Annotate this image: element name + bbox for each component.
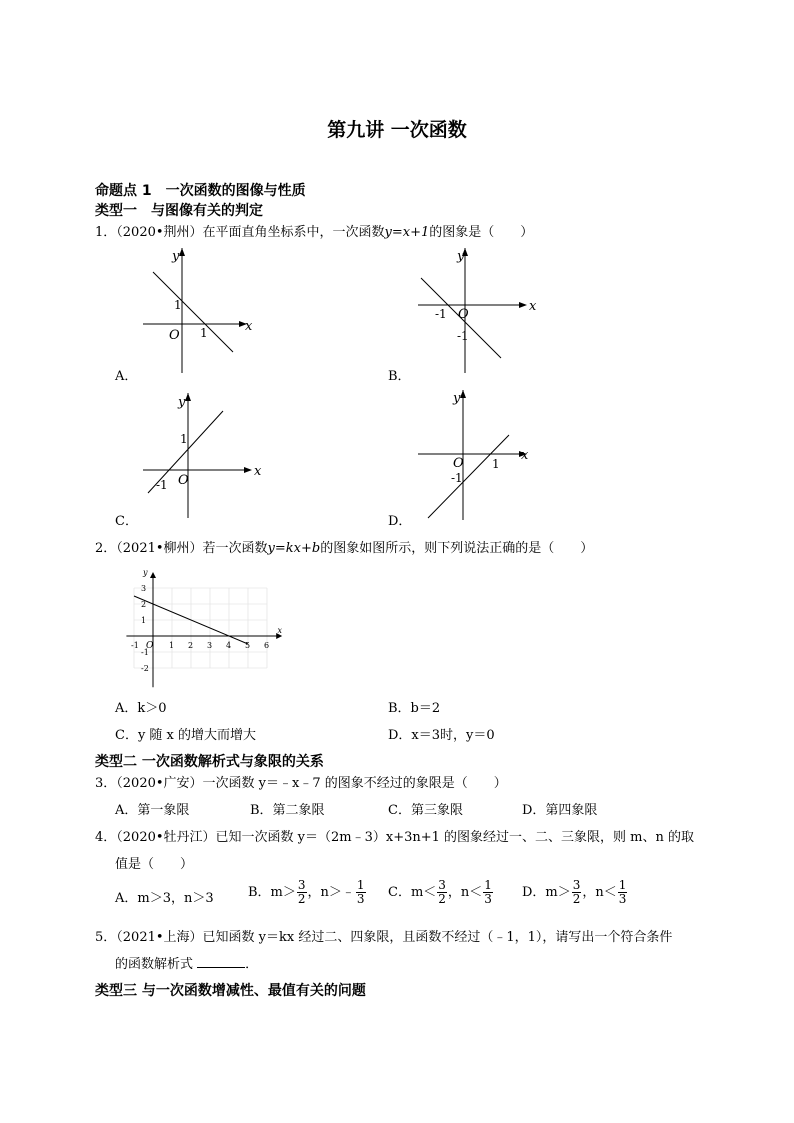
q4-option-a: A．m＞3，n＞3 [115,891,214,906]
graph-d-origin: O [453,456,464,471]
answer-blank[interactable] [197,955,245,968]
q2-chart [113,558,283,688]
question-3: 3．（2020•广安）一次函数 y＝﹣x﹣7 的图象不经过的象限是（ ） [95,776,507,791]
q4-option-b: B．m＞ $\frac{3}{2}$ ，n＞﹣ $\frac{1}{3}$ [248,878,365,906]
graph-a-origin: O [169,328,180,343]
y-axis-arrow [150,572,156,578]
question-1 [95,221,533,240]
x-tick-label: 1 [169,641,175,650]
q2-option-b: B．b＝2 [388,701,441,716]
q3-option-b: B．第二象限 [250,803,325,818]
question-4-line1: 4．（2020•牡丹江）已知一次函数 y＝（2m﹣3）x+3n+1 的图象经过一、二、三象限，则 m、n 的取 [95,830,694,845]
y-tick-label: -2 [141,664,149,673]
x-tick-label: 5 [245,641,251,650]
graph-b-origin: O [458,307,469,322]
q2-option-a: A．k＞0 [115,701,167,716]
x-tick-label: 2 [188,641,194,650]
question-2 [95,537,593,556]
q4-option-d: D．m＞ $\frac{3}{2}$ ，n＜ $\frac{1}{3}$ [522,878,627,906]
graph-d-tick: 1 [492,457,500,471]
q3-option-c: C．第三象限 [388,803,463,818]
type-two-heading: 类型二 一次函数解析式与象限的关系 [95,754,324,770]
graph-a-x-label: x [245,319,253,334]
type-three-heading: 类型三 与一次函数增减性、最值有关的问题 [95,983,366,999]
q1-tail: 的图象是（ ） [429,225,534,240]
q1-formula: y=x+1 [384,225,430,240]
graph-a [135,248,260,373]
graph-b-y-label: y [457,249,465,264]
graph-b [413,248,543,373]
graph-b-tick: -1 [457,329,469,343]
question-4-line2: 值是（ ） [115,857,194,872]
x-tick-label: 3 [207,641,213,650]
graph-c-origin: O [178,473,189,488]
graph-d [413,390,538,520]
graph-d-y-label: y [453,391,461,406]
graph-c [138,393,263,518]
y-tick-label: 1 [141,616,147,625]
page-title: 第九讲 一次函数 [327,119,467,141]
q1-stem: 1．（2020•荆州）在平面直角坐标系中，一次函数 [95,225,385,240]
q1-option-b: B． [388,369,411,384]
graph-c-tick: 1 [180,432,188,446]
x-tick-label: -1 [131,641,139,650]
x-axis-label: x [277,626,282,635]
question-5-line1: 5．（2021•上海）已知函数 y＝kx 经过二、四象限，且函数不经过（﹣1，1），请写出一个符合条件 [95,930,673,945]
q4-option-c: C．m＜ $\frac{3}{2}$ ，n＜ $\frac{1}{3}$ [388,878,492,906]
q2-formula: y=kx+b [267,541,321,556]
q3-option-a: A．第一象限 [115,803,190,818]
type-one-heading: 类型一 与图像有关的判定 [95,203,263,219]
x-tick-label: 6 [264,641,270,650]
q3-option-d: D．第四象限 [522,803,598,818]
q1-option-d: D． [388,514,412,529]
graph-d-tick: -1 [451,471,463,485]
graph-a-y-label: y [172,249,180,264]
graph-a-tick: 1 [200,326,208,340]
q2-stem: 2．（2021•柳州）若一次函数 [95,541,268,556]
q2-option-d: D．x＝3时，y＝0 [388,728,495,743]
question-5-line2: 的函数解析式 ． [115,957,259,972]
y-tick-label: 3 [141,584,147,593]
y-tick-label: -1 [141,648,149,657]
section-heading: 命题点 1 一次函数的图像与性质 [95,183,306,199]
y-tick-label: 2 [141,600,147,609]
graph-d-x-label: x [521,448,529,463]
q2-tail: 的图象如图所示，则下列说法正确的是（ ） [320,541,594,556]
y-axis-label: y [143,568,148,578]
graph-b-tick: -1 [435,307,447,321]
q1-option-a: A． [115,369,138,384]
graph-a-tick: 1 [174,298,182,312]
graph-c-x-label: x [254,464,262,479]
graph-c-tick: -1 [156,478,168,492]
x-tick-label: 4 [226,641,232,650]
graph-c-y-label: y [178,395,186,410]
q1-option-c: C． [115,514,138,529]
graph-b-x-label: x [529,299,537,314]
x-tick-label: O [146,641,154,651]
q2-option-c: C．y 随 x 的增大而增大 [115,728,257,743]
